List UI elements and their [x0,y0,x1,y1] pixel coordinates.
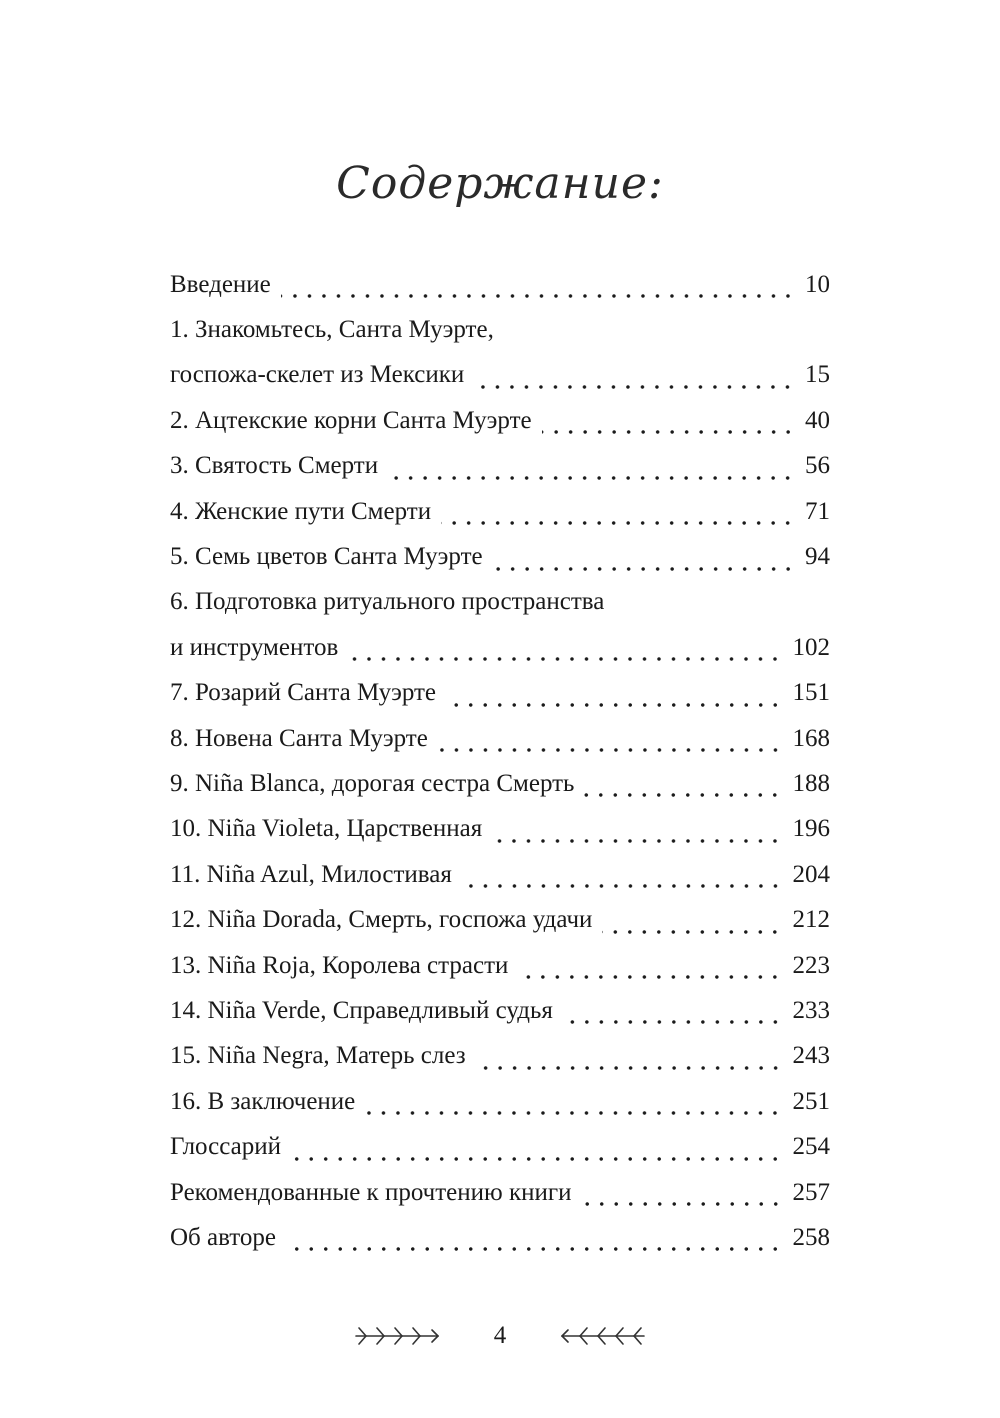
dot-leader [286,1215,783,1260]
dot-leader [291,1125,782,1170]
toc-page-number: 71 [805,497,830,525]
sprig-ornament-icon [354,1325,442,1347]
toc-page-number: 204 [792,860,830,888]
toc-entry-title: 11. Niña Azul, Милостивая [170,860,452,888]
toc-entry-title: 12. Niña Dorada, Смерть, госпожа удачи [170,906,593,934]
dot-leader [563,988,783,1033]
toc-line [170,807,830,852]
toc-entry-title: 5. Семь цветов Санта Муэрте [170,543,483,571]
dot-leader [441,489,795,534]
page-number: 4 [493,1322,507,1349]
toc-entry-title: 13. Niña Roja, Королева страсти [170,951,509,979]
toc-page-number: 151 [792,679,830,707]
dot-leader [584,761,782,806]
toc-entry-title: 3. Святость Смерти [170,452,379,480]
toc-line [170,262,830,307]
toc-entry-title: 7. Розарий Санта Муэрте [170,679,437,707]
toc-entry-title: Введение [170,270,271,298]
dot-leader [582,1170,783,1215]
dot-leader [518,943,782,988]
toc-page-number: 212 [792,906,830,934]
toc-line [170,1079,830,1124]
toc-page-number: 254 [792,1133,830,1161]
toc-page-number: 40 [805,406,830,434]
page-title: Содержание: [336,158,664,209]
table-of-contents [170,262,830,1261]
toc-entry-title: и инструментов [170,633,339,661]
toc-page-number: 168 [792,724,830,752]
toc-line [170,1124,830,1169]
dot-leader [474,353,795,398]
toc-page-number: 56 [805,452,830,480]
toc-line [170,761,830,806]
toc-page-number: 94 [805,543,830,571]
toc-line [170,852,830,897]
toc-page-number: 196 [792,815,830,843]
toc-page-number: 10 [805,270,830,298]
toc-line [170,1170,830,1215]
toc-entry-title: Об авторе [170,1223,276,1251]
toc-line [170,353,830,398]
toc-line [170,988,830,1033]
dot-leader [348,625,782,670]
toc-line [170,534,830,579]
dot-leader [446,671,782,716]
dot-leader [462,852,783,897]
dot-leader [281,262,795,307]
toc-entry-title: 10. Niña Violeta, Царственная [170,815,483,843]
toc-line [170,671,830,716]
toc-line [170,444,830,489]
toc-page-number: 258 [792,1223,830,1251]
toc-entry-title: Глоссарий [170,1133,282,1161]
dot-leader [476,1034,783,1079]
toc-line [170,625,830,670]
toc-line [170,943,830,988]
toc-entry-title: 2. Ацтекские корни Санта Муэрте [170,406,532,434]
page-footer [0,1318,1000,1354]
toc-page-number: 102 [792,633,830,661]
toc-page-number: 233 [792,996,830,1024]
sprig-ornament-icon [558,1325,646,1347]
toc-entry-title: 1. Знакомьтесь, Санта Муэрте, [170,316,494,344]
toc-page-number: 15 [805,361,830,389]
toc-entry-title: Рекомендованные к прочтению книги [170,1178,572,1206]
toc-line [170,1034,830,1079]
toc-page-number: 223 [792,951,830,979]
toc-line [170,307,830,352]
dot-leader [602,898,782,943]
dot-leader [492,807,782,852]
toc-entry-title: госпожа-скелет из Мексики [170,361,465,389]
toc-entry-title: 15. Niña Negra, Матерь слез [170,1042,466,1070]
toc-page-number: 257 [792,1178,830,1206]
toc-line [170,1215,830,1260]
dot-leader [493,535,795,580]
toc-line [170,897,830,942]
toc-entry-title: 14. Niña Verde, Справедливый судья [170,996,553,1024]
toc-entry-title: 4. Женские пути Смерти [170,497,432,525]
toc-line [170,398,830,443]
toc-entry-title: 8. Новена Санта Муэрте [170,724,428,752]
toc-page-number: 251 [792,1087,830,1115]
toc-line [170,489,830,534]
dot-leader [438,716,783,761]
dot-leader [365,1079,782,1124]
dot-leader [388,444,795,489]
dot-leader [542,398,795,443]
toc-line [170,716,830,761]
toc-entry-title: 9. Niña Blanca, дорогая сестра Смерть [170,769,575,797]
toc-entry-title: 16. В заключение [170,1087,356,1115]
toc-entry-title: 6. Подготовка ритуального пространства [170,588,605,616]
toc-page-number: 188 [792,769,830,797]
toc-line [170,580,830,625]
toc-page-number: 243 [792,1042,830,1070]
